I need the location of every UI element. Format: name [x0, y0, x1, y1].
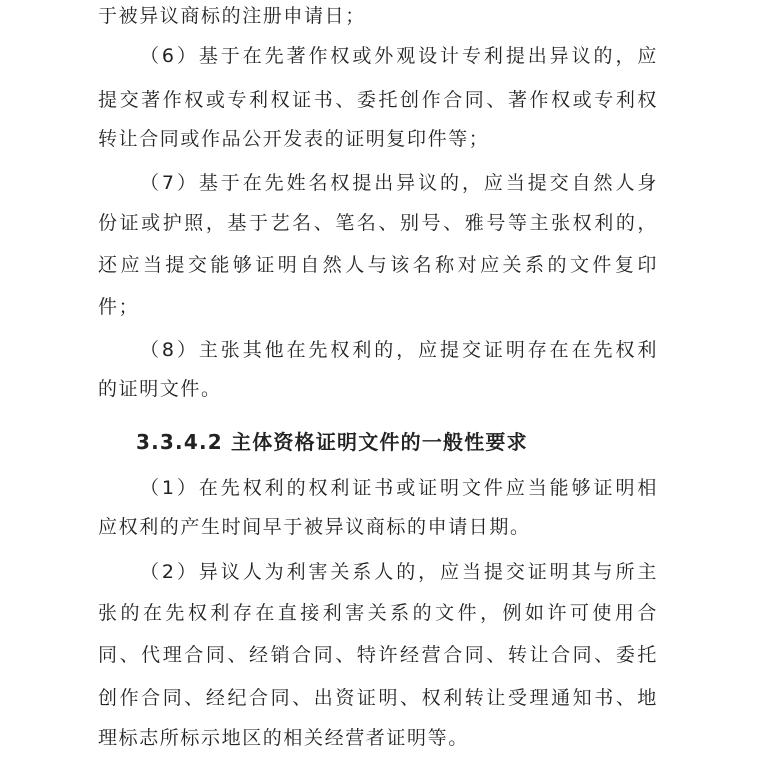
text-line: 应权利的产生时间早于被异议商标的申请日期。 — [98, 516, 531, 538]
paragraph-7-line: （7）基于在先姓名权提出异议的，应当提交自然人身 — [140, 172, 658, 194]
text-line: 还应当提交能够证明自然人与该名称对应关系的文件复印 — [98, 254, 658, 276]
requirement-2-line: （2）异议人为利害关系人的，应当提交证明其与所主 — [140, 561, 658, 583]
paragraph-8-line: （8）主张其他在先权利的，应提交证明存在在先权利 — [140, 339, 658, 361]
requirement-1-line: （1）在先权利的权利证书或证明文件应当能够证明相 — [140, 477, 658, 499]
text-line: 同、代理合同、经销合同、特许经营合同、转让合同、委托 — [98, 644, 658, 666]
paragraph-6-line: （6）基于在先著作权或外观设计专利提出异议的，应 — [140, 45, 658, 67]
text-line: 理标志所标示地区的相关经营者证明等。 — [98, 727, 469, 749]
text-line: 份证或护照，基于艺名、笔名、别号、雅号等主张权利的， — [98, 212, 658, 234]
text-line: 件； — [98, 296, 140, 318]
section-heading: 3.3.4.2 主体资格证明文件的一般性要求 — [136, 430, 528, 454]
text-line: 创作合同、经纪合同、出资证明、权利转让受理通知书、地 — [98, 687, 658, 709]
text-line: 张的在先权利存在直接利害关系的文件，例如许可使用合 — [98, 602, 658, 624]
text-line: 于被异议商标的注册申请日； — [98, 5, 366, 27]
text-line: 提交著作权或专利权证书、委托创作合同、著作权或专利权 — [98, 89, 658, 111]
text-line: 的证明文件。 — [98, 378, 222, 400]
text-line: 转让合同或作品公开发表的证明复印件等； — [98, 128, 490, 150]
